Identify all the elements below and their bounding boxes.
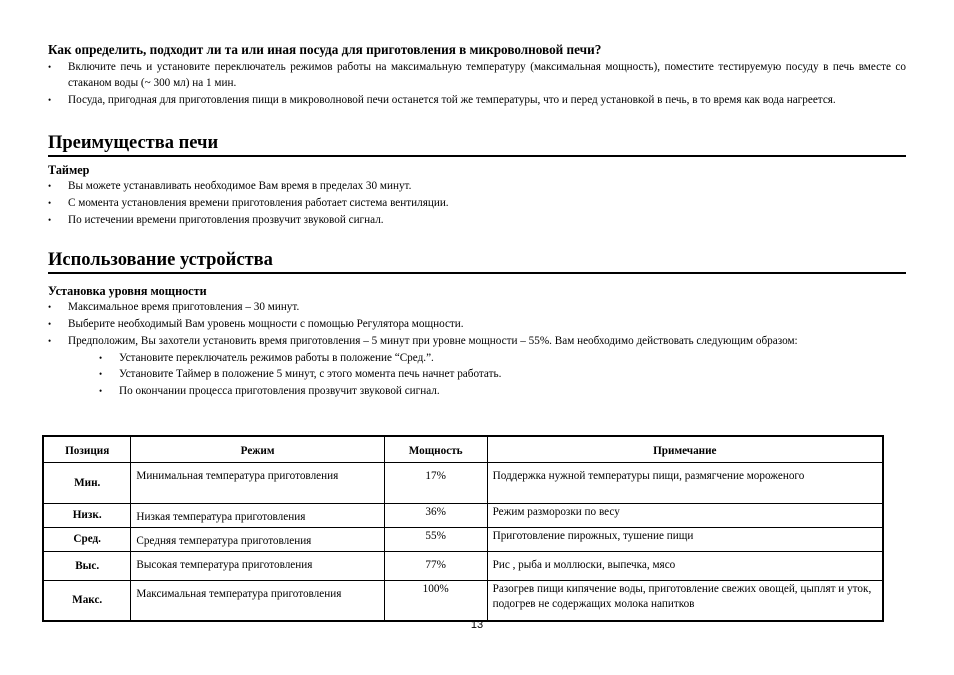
table-row (43, 581, 883, 621)
position-cell: Макс. (43, 581, 131, 621)
question-list (48, 60, 906, 108)
power-item: • Предположим, Вы захотели установить время приготовления – 5 минут при уровне мощности – 55%. Вам необходимо действовать следующим образом: (48, 334, 906, 350)
power-list (48, 300, 906, 350)
subsection-title-timer: Таймер (48, 162, 90, 177)
mode-cell: Высокая температура приготовления (131, 552, 384, 581)
power-step-item: • По окончании процесса приготовления прозвучит звуковой сигнал. (99, 384, 906, 400)
note-cell: Рис , рыба и моллюски, выпечка, мясо (487, 552, 883, 581)
position-cell: Сред. (43, 528, 131, 552)
mode-cell: Максимальная температура приготовления (131, 581, 384, 621)
power-step-item: • Установите переключатель режимов работы в положение “Сред.”. (99, 351, 906, 367)
power-cell: 100% (384, 581, 487, 621)
power-cell: 36% (384, 504, 487, 528)
question-heading: Как определить, подходит ли та или иная посуда для приготовления в микроволновой печи? (48, 42, 602, 57)
position-cell: Выс. (43, 552, 131, 581)
mode-cell: Средняя температура приготовления (131, 528, 384, 552)
power-cell: 55% (384, 528, 487, 552)
table-header-row (43, 436, 883, 463)
note-cell: Приготовление пирожных, тушение пищи (487, 528, 883, 552)
timer-item: • С момента установления времени приготовления работает система вентиляции. (48, 196, 906, 212)
table-row (43, 504, 883, 528)
note-cell: Разогрев пищи кипячение воды, приготовление свежих овощей, цыплят и уток, подогрев не содержащих молока напитков (487, 581, 883, 621)
question-item: • Включите печь и установите переключатель режимов работы на максимальную температуру (максимальная мощность), поместите тестируемую посуду в печь вместе со стаканом воды (~ 300 мл) на 1 мин. (48, 60, 906, 91)
power-modes-table (42, 435, 884, 622)
mode-cell: Низкая температура приготовления (131, 504, 384, 528)
position-cell: Низк. (43, 504, 131, 528)
subsection-title-power: Установка уровня мощности (48, 283, 207, 298)
question-item: • Посуда, пригодная для приготовления пищи в микроволновой печи останется той же температуры, что и перед установкой в печь, в то время как вода нагреется. (48, 93, 906, 109)
timer-item: • Вы можете устанавливать необходимое Вам время в пределах 30 минут. (48, 179, 906, 195)
power-step-item: • Установите Таймер в положение 5 минут, с этого момента печь начнет работать. (99, 367, 906, 383)
power-item: • Максимальное время приготовления – 30 минут. (48, 300, 906, 316)
table-header-cell: Режим (131, 436, 384, 463)
power-steps-list (48, 351, 906, 400)
table-header-cell: Мощность (384, 436, 487, 463)
timer-item: • По истечении времени приготовления прозвучит звуковой сигнал. (48, 213, 906, 229)
table-row (43, 528, 883, 552)
page-content (48, 42, 906, 400)
table-row (43, 463, 883, 504)
page-number: 13 (470, 619, 484, 631)
table-row (43, 552, 883, 581)
power-item: • Выберите необходимый Вам уровень мощности с помощью Регулятора мощности. (48, 317, 906, 333)
section-title-usage: Использование устройства (48, 249, 906, 274)
power-cell: 17% (384, 463, 487, 504)
timer-list (48, 179, 906, 229)
power-cell: 77% (384, 552, 487, 581)
table-header-cell: Позиция (43, 436, 131, 463)
note-cell: Режим разморозки по весу (487, 504, 883, 528)
note-cell: Поддержка нужной температуры пищи, размягчение мороженого (487, 463, 883, 504)
section-title-advantages: Преимущества печи (48, 132, 906, 157)
mode-cell: Минимальная температура приготовления (131, 463, 384, 504)
table-header-cell: Примечание (487, 436, 883, 463)
position-cell: Мин. (43, 463, 131, 504)
